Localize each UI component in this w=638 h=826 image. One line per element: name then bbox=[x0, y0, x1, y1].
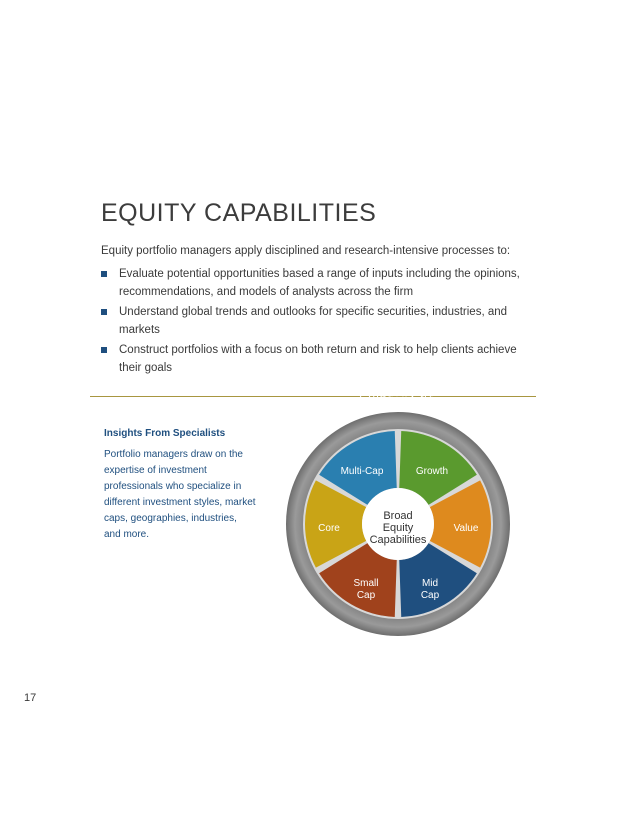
segment-label-mid-cap-2: Cap bbox=[420, 590, 440, 601]
ring-label-path: Global Industry Analysts bbox=[328, 387, 468, 426]
segment-label-small-cap-1: Small bbox=[353, 578, 379, 589]
segment-label-mid-cap-1: Mid bbox=[421, 578, 439, 589]
bullet-text: Evaluate potential opportunities based a range of inputs including the opinions, recommendations, and models of analysts across the firm bbox=[119, 268, 520, 298]
segment-label-core: Core bbox=[318, 523, 340, 534]
bullet-text: Understand global trends and outlooks for specific securities, industries, and markets bbox=[119, 306, 508, 336]
insights-title: Insights From Specialists bbox=[104, 428, 226, 439]
page-heading: EQUITY CAPABILITIES bbox=[101, 199, 377, 227]
intro-text: Equity portfolio managers apply disciplined and research-intensive processes to: bbox=[101, 245, 511, 257]
insights-body: Portfolio managers draw on the expertise of investment professionals who specialize in different investment styles, market caps, geographies, industries, and more. bbox=[104, 449, 256, 540]
segment-label-multi-cap: Multi-Cap bbox=[340, 466, 384, 477]
segment-label-value: Value bbox=[453, 523, 479, 534]
page-number: 17 bbox=[24, 692, 37, 704]
bullet-text: Construct portfolios with a focus on both return and risk to help clients achieve their goals bbox=[119, 344, 517, 374]
segment-label-small-cap-2: Cap bbox=[356, 590, 376, 601]
center-line-3: Capabilities bbox=[369, 534, 427, 546]
center-line-1: Broad bbox=[383, 510, 413, 522]
center-line-2: Equity bbox=[382, 522, 414, 534]
segment-label-growth: Growth bbox=[415, 466, 449, 477]
